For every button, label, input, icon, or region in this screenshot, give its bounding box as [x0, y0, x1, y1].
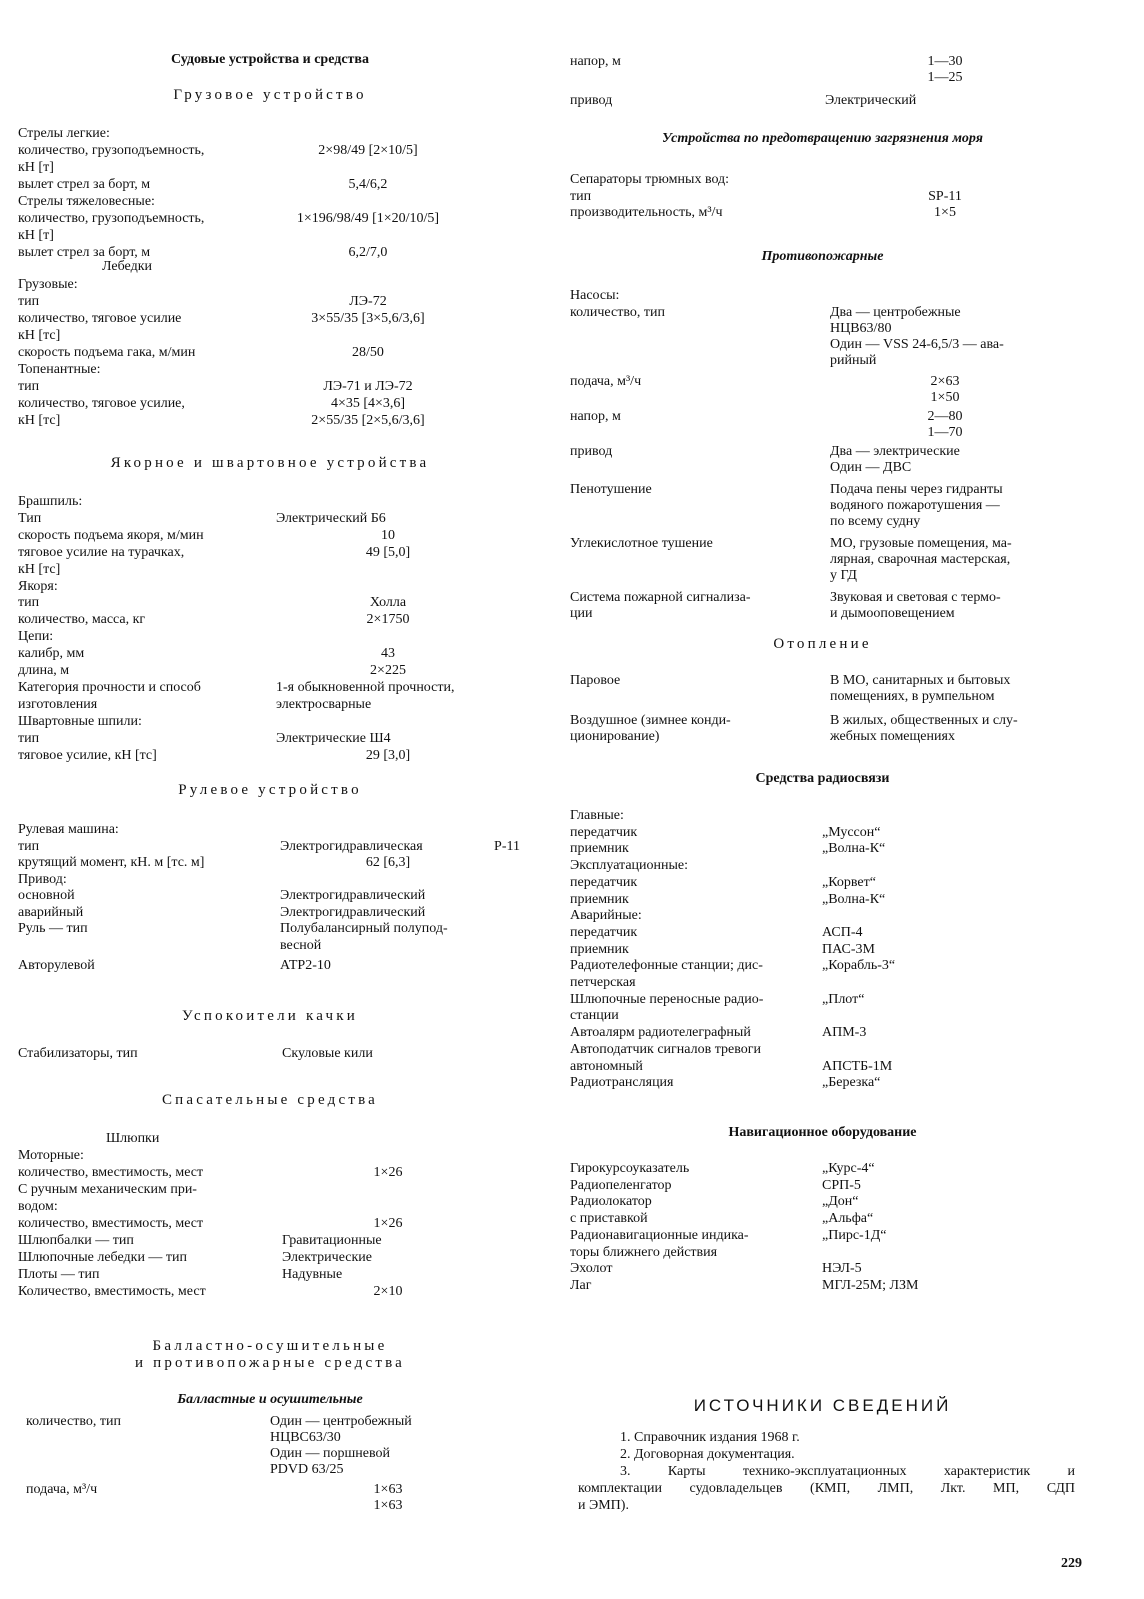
row-value: Холла	[369, 595, 407, 611]
row-label: Плоты — тип	[18, 1267, 100, 1282]
row-label: Категория прочности и способ	[18, 679, 201, 695]
ballast-heading-1: Балластно-осушительные	[152, 1338, 388, 1354]
row-label: подача, м³/ч	[570, 373, 642, 389]
row-label: Тип	[18, 510, 42, 526]
row-value: 6,2/7,0	[348, 245, 388, 260]
row-value: 1×26	[373, 1165, 403, 1180]
row-value: Электрический	[825, 93, 917, 108]
row-label: Аварийные:	[570, 908, 642, 924]
row-label: вылет стрел за борт, м	[18, 245, 151, 260]
cargo-heading: Грузовое устройство	[173, 87, 367, 103]
row-label: Углекислотное тушение	[570, 535, 713, 551]
row-label: количество, вместимость, мест	[18, 1165, 204, 1180]
row-value: 3×55/35 [3×5,6/3,6]	[311, 311, 425, 326]
row-label: торы ближнего действия	[570, 1244, 718, 1260]
row-value: „Курс-4“	[822, 1161, 875, 1176]
row-label: Радиотелефонные станции; дис-	[570, 958, 763, 974]
row-label: приемник	[570, 941, 629, 957]
radio-heading: Средства радиосвязи	[755, 771, 890, 786]
row-label: аварийный	[18, 904, 84, 920]
row-value: АСП-4	[822, 924, 863, 940]
row-label: Рулевая машина:	[18, 822, 119, 837]
winches-label: Лебедки	[102, 259, 152, 274]
row-value: Надувные	[282, 1267, 343, 1282]
row-label: количество, тяговое усилие	[18, 311, 182, 326]
row-label: кН [тс]	[18, 561, 61, 577]
row-label: количество, грузоподъемность,	[18, 211, 205, 226]
row-value: „Пирс-1Д“	[822, 1227, 887, 1243]
row-value: „Альфа“	[822, 1211, 874, 1227]
row-label: напор, м	[570, 408, 621, 424]
row-value: Электрогидравлический	[280, 888, 426, 903]
ballast-qty-value: Один — центробежный НЦВС63/30 Один — поршневой PDVD 63/25	[270, 1414, 412, 1477]
row-value: 28/50	[352, 345, 384, 360]
source-item: 3. Карты технико-эксплуатационных характеристик и	[620, 1464, 1075, 1479]
row-label: Радиотрансляция	[570, 1075, 674, 1091]
row-label: Эксплуатационные:	[570, 858, 689, 874]
row-label: Привод:	[18, 871, 67, 887]
row-label: Стрелы тяжеловесные:	[18, 194, 155, 209]
row-label: привод	[570, 444, 613, 460]
row-label: производительность, м³/ч	[570, 205, 723, 220]
row-value: „Березка“	[822, 1075, 881, 1091]
row-label: Брашпиль:	[18, 494, 83, 509]
ballast-supply-label: подача, м³/ч	[26, 1482, 98, 1497]
row-label: количество, тип	[570, 304, 665, 320]
row-label: Эхолот	[570, 1261, 613, 1277]
row-value: 10	[381, 527, 395, 543]
row-value: 49 [5,0]	[365, 544, 411, 560]
row-value: 2×225	[370, 663, 406, 678]
row-value: ЛЭ-71 и ЛЭ-72	[323, 379, 413, 394]
source-item: 1. Справочник издания 1968 г.	[620, 1430, 800, 1445]
row-value: Электрогидравлический	[280, 904, 426, 920]
ballast-qty-label: количество, тип	[26, 1414, 121, 1429]
row-value: В жилых, общественных и слу- жебных помещениях	[830, 712, 1018, 744]
row-label: Автоподатчик сигналов тревоги	[570, 1041, 761, 1057]
row-label: Руль — тип	[18, 921, 88, 936]
row-value: Гравитационные	[282, 1233, 382, 1248]
row-value: Электрические	[282, 1250, 372, 1265]
row-label: кН [тс]	[18, 328, 61, 343]
row-value: „Корабль-3“	[822, 958, 896, 974]
row-label: длина, м	[18, 663, 70, 678]
ballast-supply-value: 1×63 1×63	[373, 1482, 403, 1513]
steering-heading: Рулевое устройство	[178, 782, 362, 798]
row-label: Насосы:	[570, 288, 620, 303]
row-label: тип	[18, 379, 40, 394]
row-value: МО, грузовые помещения, ма- лярная, сварочная мастерская, у ГД	[830, 535, 1012, 583]
row-label: крутящий момент, кН. м [тс. м]	[18, 855, 205, 870]
row-value: 2—80 1—70	[927, 408, 963, 440]
row-value: Электрический Б6	[276, 510, 386, 526]
nav-heading: Навигационное оборудование	[728, 1125, 917, 1140]
row-value: 2×98/49 [2×10/5]	[318, 143, 418, 158]
row-label: Топенантные:	[18, 362, 101, 377]
row-label: Цепи:	[18, 629, 54, 645]
row-label: С ручным механическим при-	[18, 1182, 197, 1197]
source-item: и ЭМП).	[578, 1498, 629, 1513]
row-label: Сепараторы трюмных вод:	[570, 172, 730, 187]
lifesaving-heading: Спасательные средства	[161, 1092, 379, 1108]
row-label: количество, грузоподъемность,	[18, 143, 205, 158]
stabilizers-value: Скуловые кили	[282, 1046, 373, 1061]
row-label: тип	[18, 838, 40, 854]
row-label: тип	[570, 188, 592, 204]
row-value: Звуковая и световая с термо- и дымооповещением	[830, 589, 1001, 621]
row-label: кН [т]	[18, 160, 54, 175]
row-label: тяговое усилие на турачках,	[18, 544, 185, 560]
row-label: количество, масса, кг	[18, 612, 146, 628]
row-label: передатчик	[570, 824, 638, 840]
row-label: приемник	[570, 891, 629, 907]
source-item: комплектации судовладельцев (КМП, ЛМП, Лкт. МП, СДП	[578, 1481, 1075, 1496]
row-label: тип	[18, 595, 40, 611]
row-label: основной	[18, 888, 75, 903]
row-label: передатчик	[570, 874, 638, 890]
row-value: 5,4/6,2	[348, 177, 388, 192]
row-label: Гирокурсоуказатель	[570, 1161, 690, 1176]
anchor-heading: Якорное и швартовное устройства	[110, 455, 430, 471]
row-value: 2×10	[373, 1284, 403, 1299]
row-value: 29 [3,0]	[365, 747, 411, 763]
row-value: В МО, санитарных и бытовых помещениях, в румпельном	[830, 673, 1011, 704]
row-label: скорость подъема гака, м/мин	[18, 345, 196, 360]
row-label: Шлюпочные переносные радио-	[570, 991, 764, 1007]
row-label: тип	[18, 294, 40, 309]
row-value: Электрические Ш4	[276, 730, 391, 746]
row-label: Пенотушение	[570, 481, 652, 497]
row-value: Подача пены через гидранты водяного пожаротушения — по всему судну	[830, 481, 1003, 529]
row-label: привод	[570, 93, 613, 108]
row-label: напор, м	[570, 54, 621, 69]
row-value: Два — центробежные НЦВ63/80 Один — VSS 24-6,5/3 — ава- рийный	[830, 304, 1004, 368]
row-label: Система пожарной сигнализа- ции	[570, 589, 751, 621]
ballast-heading-2: и противопожарные средства	[134, 1355, 406, 1371]
row-label: Радиопеленгатор	[570, 1177, 672, 1193]
row-value: ПАС-3М	[822, 941, 875, 957]
heating-heading: Отопление	[773, 636, 872, 652]
row-label: Авторулевой	[18, 958, 95, 973]
row-value: Полубалансирный полупод-	[280, 921, 448, 936]
row-label: Паровое	[570, 673, 621, 688]
row-label: количество, тяговое усилие,	[18, 396, 185, 411]
page-title: Судовые устройства и средства	[171, 52, 369, 67]
row-label: Воздушное (зимнее конди- ционирование)	[570, 712, 731, 744]
row-label: вылет стрел за борт, м	[18, 177, 151, 192]
row-label: изготовления	[18, 696, 98, 712]
row-label: Радиолокатор	[570, 1194, 652, 1210]
page-number: 229	[1061, 1556, 1082, 1571]
row-value: весной	[280, 937, 322, 953]
row-value: 1-я обыкновенной прочности,	[276, 679, 455, 695]
row-value: 2×63 1×50	[930, 373, 960, 405]
row-label: Швартовные шпили:	[18, 713, 142, 729]
stabilizers-heading: Успокоители качки	[182, 1008, 358, 1024]
row-label: Автоалярм радиотелеграфный	[570, 1025, 751, 1041]
row-value: 1—30 1—25	[927, 54, 963, 85]
row-label: автономный	[570, 1058, 643, 1074]
row-label: Количество, вместимость, мест	[18, 1284, 206, 1299]
row-value: 1×5	[934, 205, 956, 220]
row-value: SP-11	[928, 188, 962, 204]
row-label: Грузовые:	[18, 277, 78, 292]
row-value: АПСТБ-1М	[822, 1058, 893, 1074]
boats-label: Шлюпки	[106, 1131, 160, 1146]
row-label: Лаг	[570, 1277, 592, 1293]
row-label: станции	[570, 1008, 619, 1024]
row-label: количество, вместимость, мест	[18, 1216, 204, 1231]
row-label: приемник	[570, 841, 629, 857]
row-label: Якоря:	[18, 578, 58, 594]
row-value: СРП-5	[822, 1177, 861, 1193]
row-value: 4×35 [4×3,6]	[330, 396, 406, 411]
row-value: 62 [6,3]	[365, 855, 411, 870]
row-value: 1×26	[373, 1216, 403, 1231]
row-label: скорость подъема якоря, м/мин	[18, 527, 204, 543]
row-value: „Волна-К“	[822, 841, 886, 857]
stabilizers-label: Стабилизаторы, тип	[18, 1046, 138, 1061]
row-value: 2×1750	[366, 612, 410, 628]
row-value: электросварные	[276, 696, 372, 712]
row-label: петчерская	[570, 975, 636, 990]
row-label: Шлюпбалки — тип	[18, 1233, 134, 1248]
row-value: „Плот“	[822, 991, 865, 1007]
row-label: с приставкой	[570, 1211, 648, 1227]
row-label: Шлюпочные лебедки — тип	[18, 1250, 188, 1265]
row-label: Моторные:	[18, 1148, 84, 1163]
row-value: „Волна-К“	[822, 891, 886, 907]
row-label: водом:	[18, 1199, 58, 1214]
row-value: МГЛ-25М; ЛЗМ	[822, 1277, 919, 1293]
row-value: АПМ-3	[822, 1025, 867, 1041]
row-value: „Муссон“	[822, 824, 881, 840]
ballast-subheading: Балластные и осушительные	[177, 1392, 363, 1407]
row-value: Электрогидравлическая Р-11	[280, 838, 520, 854]
pollution-heading: Устройства по предотвращению загрязнения моря	[662, 131, 983, 146]
row-label: кН [т]	[18, 228, 54, 243]
row-label: калибр, мм	[18, 646, 85, 662]
row-value: АТР2-10	[280, 958, 331, 973]
sources-heading: ИСТОЧНИКИ СВЕДЕНИЙ	[693, 1396, 952, 1415]
row-value: 2×55/35 [2×5,6/3,6]	[311, 413, 425, 428]
row-label: Главные:	[570, 808, 624, 823]
row-label: Радионавигационные индика-	[570, 1227, 749, 1243]
row-label: кН [тс]	[18, 413, 61, 428]
row-value: „Корвет“	[822, 874, 876, 890]
row-value: 43	[381, 646, 395, 662]
row-label: тяговое усилие, кН [тс]	[18, 747, 157, 763]
row-value: ЛЭ-72	[349, 294, 387, 309]
row-value: НЭЛ-5	[822, 1261, 862, 1277]
row-label: передатчик	[570, 924, 638, 940]
source-item: 2. Договорная документация.	[620, 1447, 795, 1462]
row-label: тип	[18, 730, 40, 746]
row-value: Два — электрические Один — ДВС	[830, 444, 960, 476]
row-value: „Дон“	[822, 1194, 859, 1210]
fire-heading: Противопожарные	[761, 249, 884, 264]
row-label: Стрелы легкие:	[18, 126, 110, 141]
row-value: 1×196/98/49 [1×20/10/5]	[296, 211, 440, 226]
